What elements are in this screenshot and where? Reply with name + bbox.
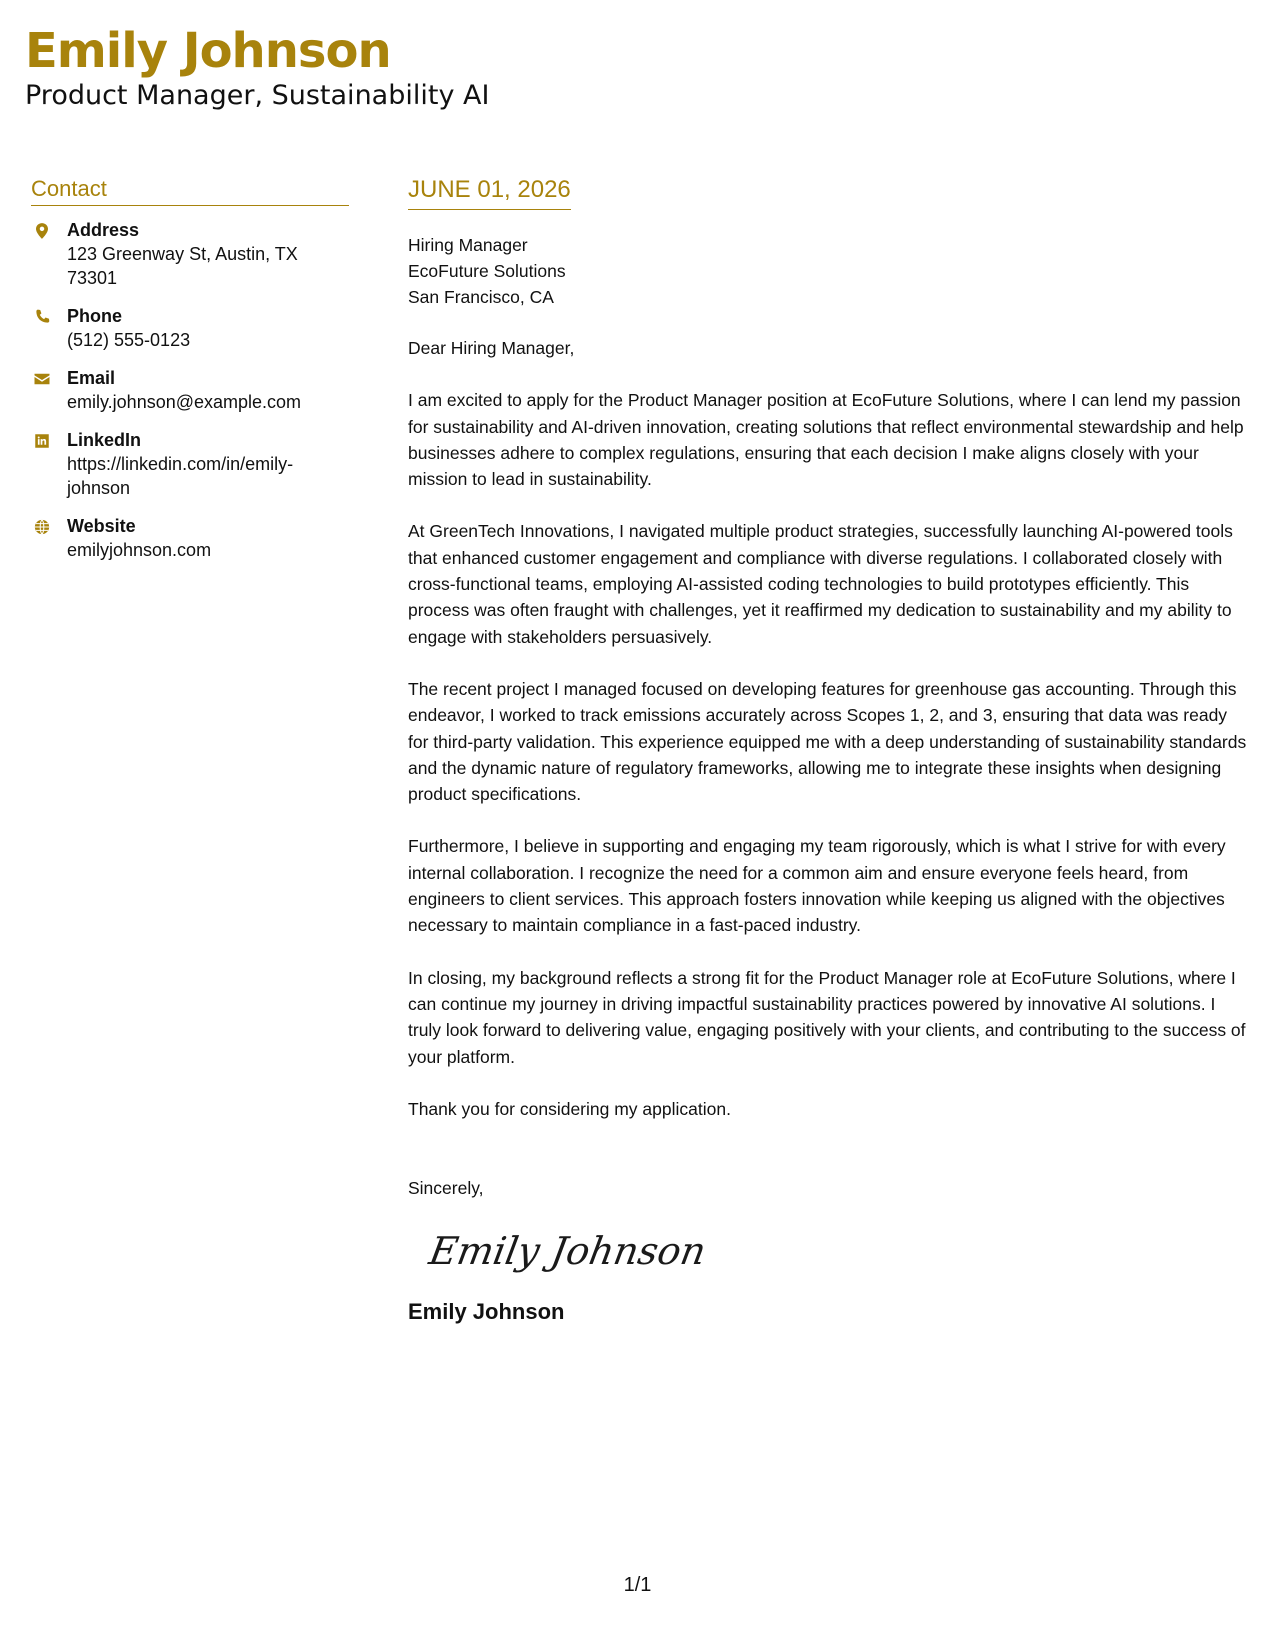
phone-icon [33,304,57,352]
body-paragraph: At GreenTech Innovations, I navigated multiple product strategies, successfully launching AI-powered tools that enhanced customer engagement and compliance with diverse regulations. I collaborated closely with cross-functional teams, employing AI-assisted coding technologies to build prototypes efficiently. This process was often fraught with challenges, yet it reaffirmed my dedication to sustainability and my ability to engage with stakeholders persuasively. [408,521,1233,647]
applicant-name: Emily Johnson [25,23,391,79]
linkedin-icon [33,428,57,500]
body-paragraph: Furthermore, I believe in supporting and engaging my team rigorously, which is what I strive for with every internal collaboration. I recognize the need for a common aim and ensure everyone feels heard, from engineers to client services. This approach fosters innovation while keeping us aligned with the objectives necessary to maintain compliance in a fast-paced industry. [408,836,1226,936]
recipient-title: Hiring Manager [408,235,528,255]
contact-phone [31,304,349,352]
body-paragraph: In closing, my background reflects a strong fit for the Product Manager role at EcoFuture Solutions, where I can continue my journey in driving impactful sustainability practices powered by innovative AI solutions. I truly look forward to delivering value, engaging positively with your clients, and contributing to the success of your platform. [408,967,1246,1067]
linkedin-value[interactable]: https://linkedin.com/in/emily-johnson [67,454,294,498]
contact-label: LinkedIn [67,430,142,450]
body-paragraph: I am excited to apply for the Product Manager position at EcoFuture Solutions, where I can lend my passion for sustainability and AI-driven innovation, creating solutions that reflect environmental stewardship and help businesses adhere to complex regulations, ensuring that each decision I make aligns closely with your mission to lead in sustainability. [408,390,1244,490]
contact-label: Email [67,368,116,388]
contact-address [31,218,349,290]
contact-label: Address [67,220,140,240]
date-block [408,176,571,210]
contact-heading: Contact [31,176,349,206]
handwritten-signature: Emily Johnson [426,1229,710,1274]
contact-website [31,514,349,562]
signer-name: Emily Johnson [408,1299,565,1325]
phone-value: (512) 555-0123 [67,330,191,350]
recipient-block [408,232,1248,310]
globe-icon [33,514,57,562]
contact-email [31,366,349,414]
contact-label: Website [67,516,136,536]
email-value[interactable]: emily.johnson@example.com [67,392,302,412]
contact-list [31,218,349,562]
contact-sidebar [31,176,349,576]
closing: Sincerely, [408,1178,484,1199]
letter-date: JUNE 01, 2026 [408,176,571,203]
contact-label: Phone [67,306,123,326]
salutation: Dear Hiring Manager, [408,338,575,358]
envelope-icon [33,366,57,414]
map-pin-icon [33,218,57,290]
letter-header [25,22,489,112]
body-paragraph: The recent project I managed focused on developing features for greenhouse gas accounting. Through this endeavor, I worked to track emissions accurately across Scopes 1, 2, and 3, ensuring that data was ready for third-party validation. This experience equipped me with a deep understanding of sustainability standards and the dynamic nature of regulatory frameworks, allowing me to integrate these insights when designing product specifications. [408,678,1247,805]
recipient-company: EcoFuture Solutions [408,261,566,281]
website-value[interactable]: emilyjohnson.com [67,540,212,560]
page-number: 1/1 [623,1574,652,1596]
contact-linkedin [31,428,349,500]
recipient-location: San Francisco, CA [408,287,554,307]
letter-body [408,176,1248,1325]
applicant-role: Product Manager, Sustainability AI [25,80,490,111]
address-value: 123 Greenway St, Austin, TX 73301 [67,244,298,288]
thank-you-line: Thank you for considering my application. [408,1098,731,1119]
